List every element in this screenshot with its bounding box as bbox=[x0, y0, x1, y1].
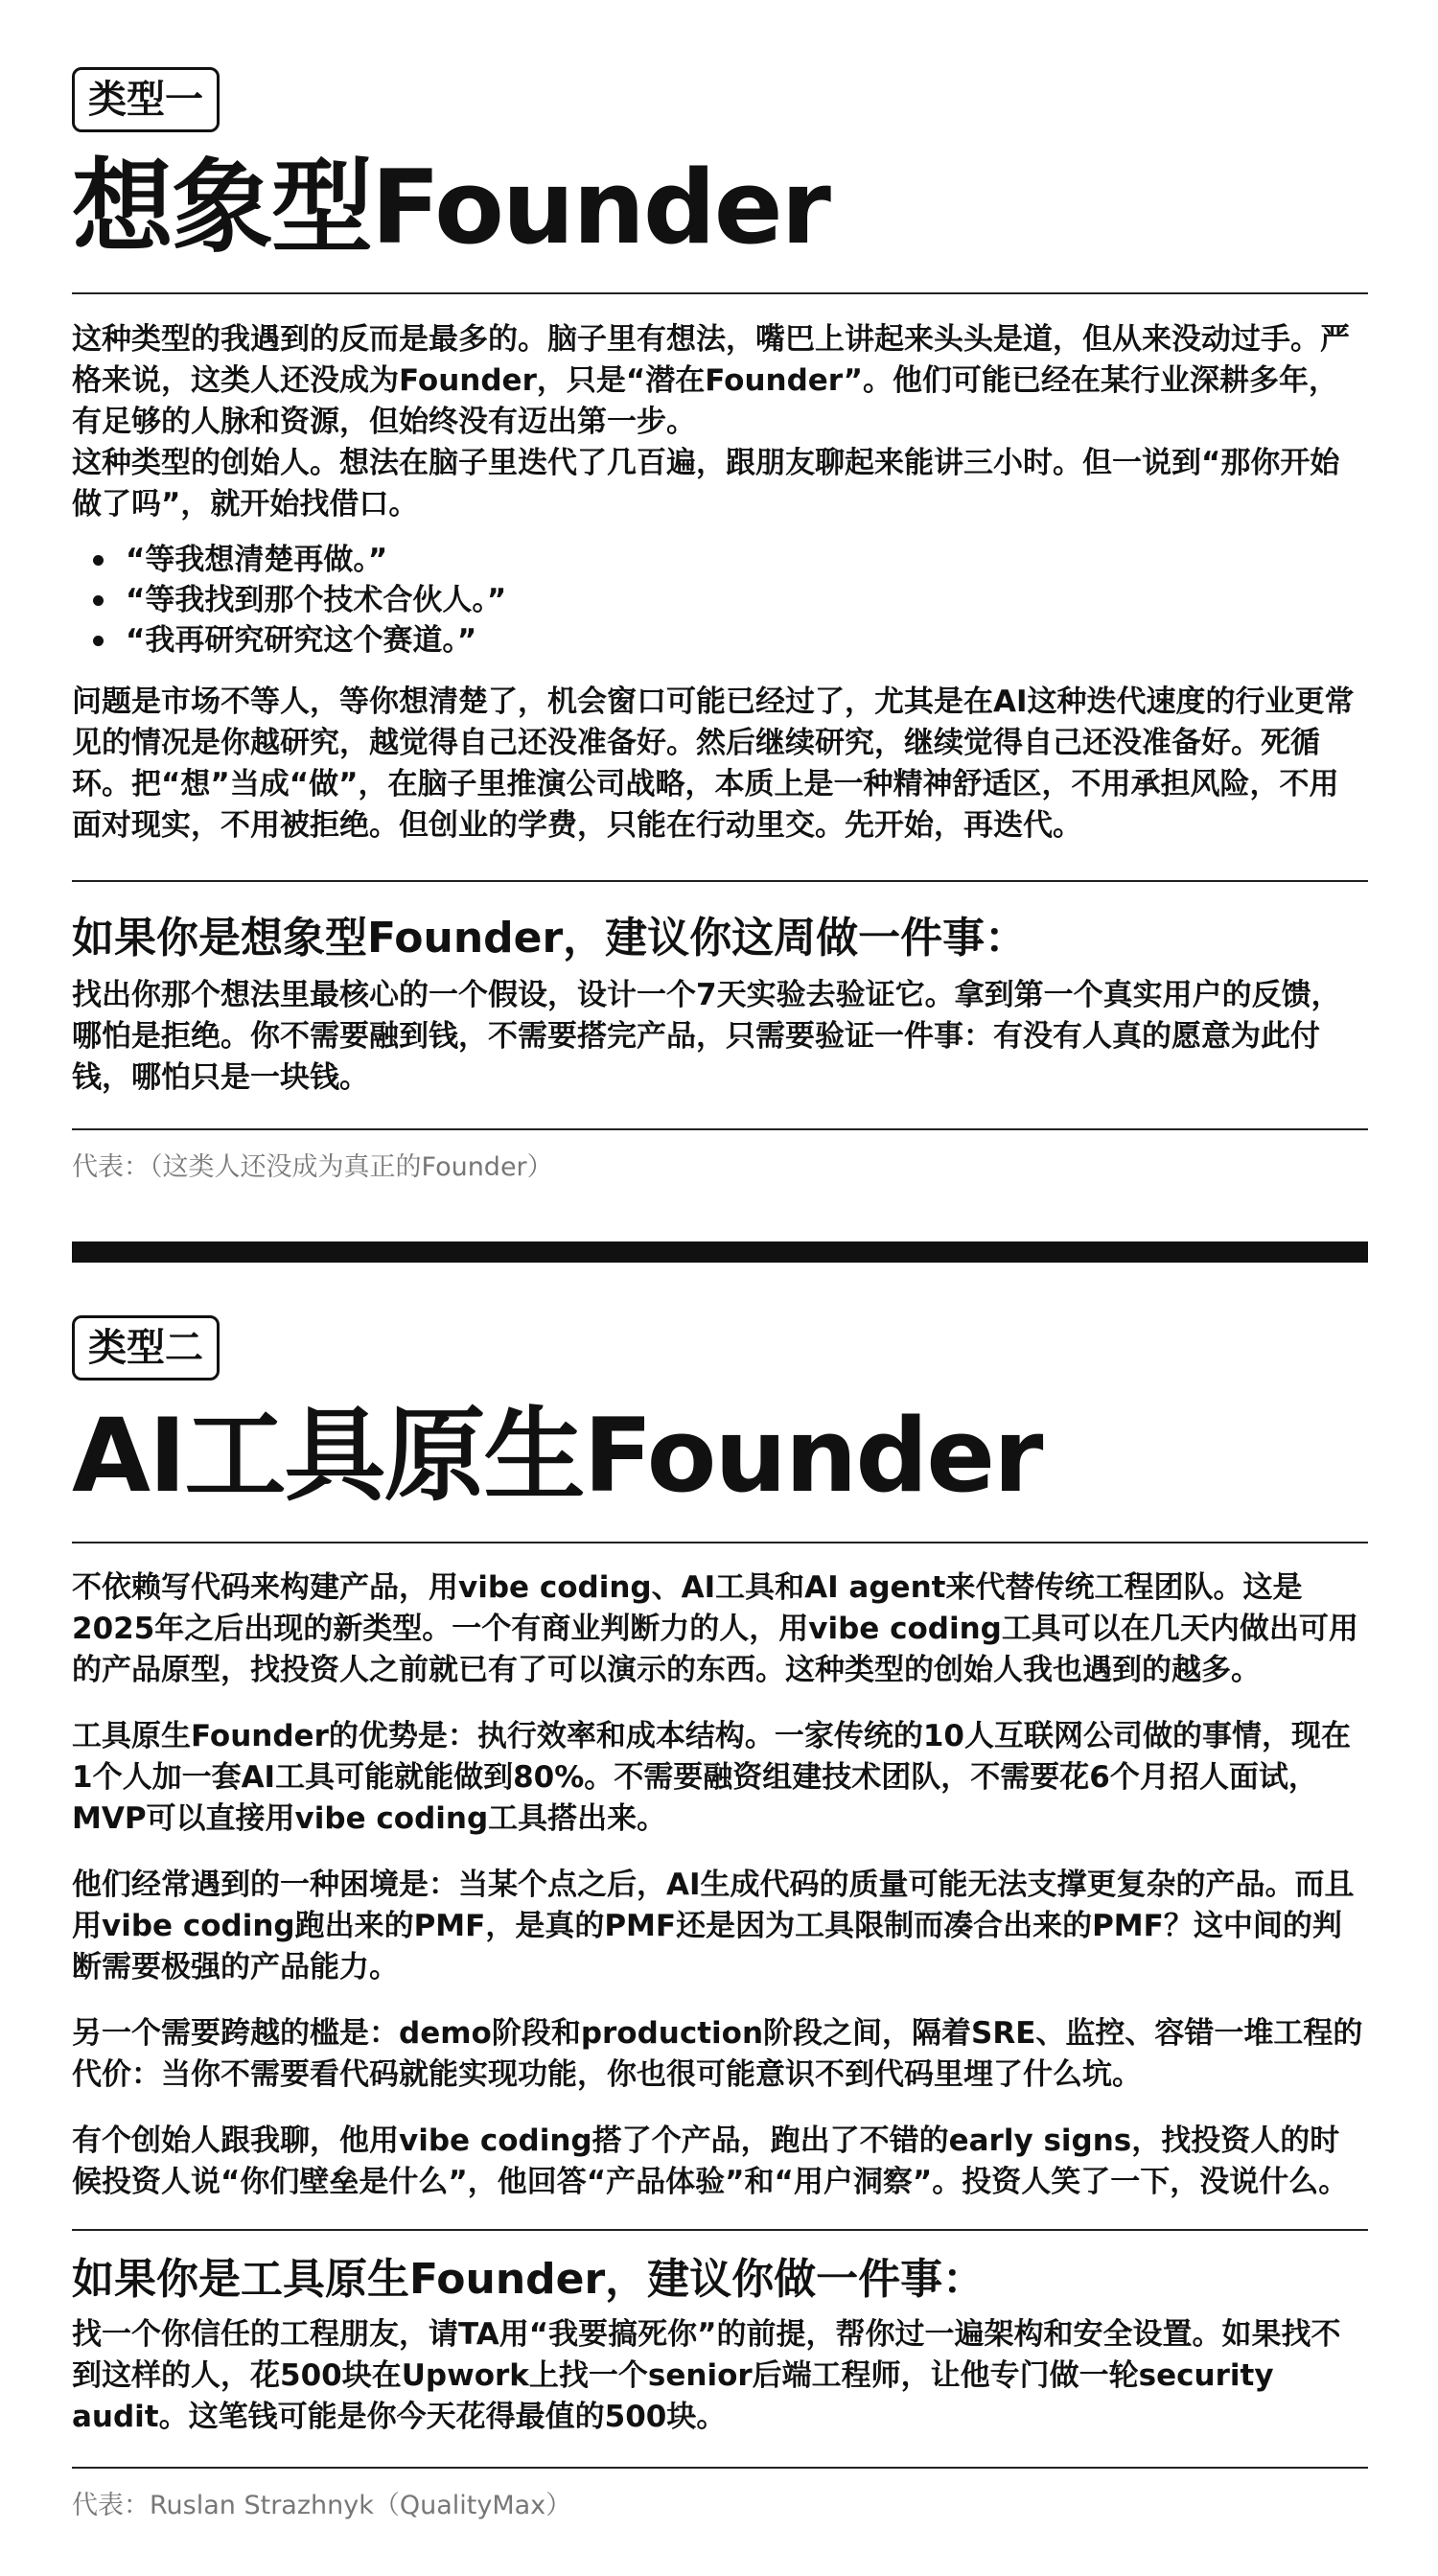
section1-problem-paragraph: 问题是市场不等人，等你想清楚了，机会窗口可能已经过了，尤其是在AI这种迭代速度的行业更常见的情况是你越研究，越觉得自己还没准备好。然后继续研究，继续觉得自己还没准备好。死循环。把“想”当成“做”，在脑子里推演公司战略，本质上是一种精神舒适区，不用承担风险，不用面对现实，不用被拒绝。但创业的学费，只能在行动里交。先开始，再迭代。 bbox=[72, 685, 1355, 843]
divider bbox=[72, 2229, 1368, 2231]
section2-paragraph-5: 有个创始人跟我聊，他用vibe coding搭了个产品，跑出了不错的early signs，找投资人的时候投资人说“你们壁垒是什么”，他回答“产品体验”和“用户洞察”。投资人笑了一下，没说什么。 bbox=[72, 2123, 1349, 2199]
section1-title: 想象型Founder bbox=[72, 149, 829, 267]
section2-representative: 代表：Ruslan Strazhnyk（QualityMax） bbox=[72, 2491, 572, 2520]
list-item: “等我找到那个技术合伙人。” bbox=[126, 580, 1368, 620]
divider bbox=[72, 1128, 1368, 1130]
section1-intro-paragraph-2: 这种类型的创始人。想法在脑子里迭代了几百遍，跟朋友聊起来能讲三小时。但一说到“那你开始做了吗”，就开始找借口。 bbox=[72, 446, 1340, 522]
section2-paragraph-2: 工具原生Founder的优势是：执行效率和成本结构。一家传统的10人互联网公司做的事情，现在1个人加一套AI工具可能就能做到80%。不需要融资组建技术团队，不需要花6个月招人面试，MVP可以直接用vibe coding工具搭出来。 bbox=[72, 1719, 1351, 1836]
section2-title: AI工具原生Founder bbox=[72, 1397, 1042, 1515]
list-item: “我再研究研究这个赛道。” bbox=[126, 620, 1368, 661]
section2-paragraph-4: 另一个需要跨越的槛是：demo阶段和production阶段之间，隔着SRE、监控、容错一堆工程的代价：当你不需要看代码就能实现功能，你也很可能意识不到代码里埋了什么坑。 bbox=[72, 2016, 1363, 2092]
section1-advice-paragraph: 找出你那个想法里最核心的一个假设，设计一个7天实验去验证它。拿到第一个真实用户的反馈，哪怕是拒绝。你不需要融到钱，不需要搭完产品，只需要验证一件事：有没有人真的愿意为此付钱，哪怕只是一块钱。 bbox=[72, 978, 1341, 1095]
section1-intro-paragraph: 这种类型的我遇到的反而是最多的。脑子里有想法，嘴巴上讲起来头头是道，但从来没动过手。严格来说，这类人还没成为Founder，只是“潜在Founder”。他们可能已经在某行业深耕多年，有足够的人脉和资源，但始终没有迈出第一步。 bbox=[72, 322, 1350, 439]
section1-excuse-list bbox=[72, 540, 1368, 661]
section2-advice-paragraph: 找一个你信任的工程朋友，请TA用“我要搞死你”的前提，帮你过一遍架构和安全设置。如果找不到这样的人，花500块在Upwork上找一个senior后端工程师，让他专门做一轮security audit。这笔钱可能是你今天花得最值的500块。 bbox=[72, 2317, 1341, 2434]
section1-advice-heading: 如果你是想象型Founder，建议你这周做一件事： bbox=[72, 914, 1028, 963]
list-item: “等我想清楚再做。” bbox=[126, 540, 1368, 580]
divider bbox=[72, 292, 1368, 294]
section2-paragraph-1: 不依赖写代码来构建产品，用vibe coding、AI工具和AI agent来代替传统工程团队。这是2025年之后出现的新类型。一个有商业判断力的人，用vibe coding工具可以在几天内做出可用的产品原型，找投资人之前就已有了可以演示的东西。这种类型的创始人我也遇到的越多。 bbox=[72, 1570, 1358, 1687]
section1-representative: 代表：（这类人还没成为真正的Founder） bbox=[72, 1152, 553, 1182]
section-separator bbox=[72, 1242, 1368, 1263]
section2-type-tag: 类型二 bbox=[72, 1315, 220, 1381]
section2-paragraph-3: 他们经常遇到的一种困境是：当某个点之后，AI生成代码的质量可能无法支撑更复杂的产品。而且用vibe coding跑出来的PMF，是真的PMF还是因为工具限制而凑合出来的PMF？这中间的判断需要极强的产品能力。 bbox=[72, 1868, 1355, 1984]
divider bbox=[72, 880, 1368, 882]
divider bbox=[72, 1542, 1368, 1543]
section1-type-tag: 类型一 bbox=[72, 67, 220, 132]
divider bbox=[72, 2467, 1368, 2469]
section2-advice-heading: 如果你是工具原生Founder，建议你做一件事： bbox=[72, 2255, 986, 2304]
